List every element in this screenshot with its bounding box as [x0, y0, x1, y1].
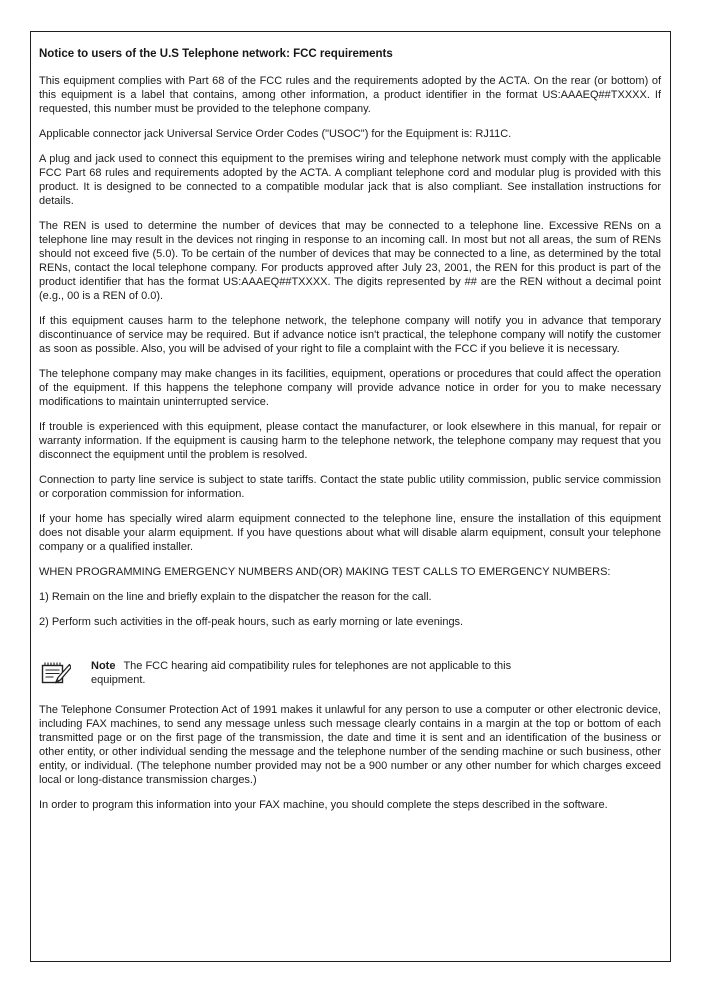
note-icon [41, 660, 71, 686]
paragraph-program-fax: In order to program this information into your FAX machine, you should complete the steps described in the software. [39, 799, 608, 811]
page-title: Notice to users of the U.S Telephone network: FCC requirements [39, 48, 393, 60]
paragraph-plug-jack: A plug and jack used to connect this equipment to the premises wiring and telephone network must comply with the applicable FCC Part 68 rules and requirements adopted by the ACTA. A compliant telephone cord and modular plug is provided with this product. It is designed to be connected to a compatible modular jack that is also compliant. See installation instructions for details. [39, 153, 661, 207]
emergency-step-2: 2) Perform such activities in the off-peak hours, such as early morning or late evenings. [39, 616, 464, 628]
note-label: Note [91, 660, 116, 672]
note-box [39, 659, 661, 687]
paragraph-party-line: Connection to party line service is subject to state tariffs. Contact the state public utility commission, public service commission or corporation commission for information. [39, 474, 661, 500]
paragraph-trouble: If trouble is experienced with this equipment, please contact the manufacturer, or look elsewhere in this manual, for repair or warranty information. If the equipment is causing harm to the telephone network, the telephone company may request that you disconnect the equipment until the problem is resolved. [39, 421, 661, 461]
paragraph-harm-network: If this equipment causes harm to the telephone network, the telephone company will notify you in advance that temporary discontinuance of service may be required. But if advance notice isn't practical, the telephone company will notify the customer as soon as possible. Also, you will be advised of your right to file a complaint with the FCC if you believe it is necessary. [39, 315, 661, 355]
note-body: The FCC hearing aid compatibility rules for telephones are not applicable to this equipment. [91, 660, 512, 686]
paragraph-tcpa: The Telephone Consumer Protection Act of 1991 makes it unlawful for any person to use a computer or other electronic device, including FAX machines, to send any message unless such message clearly contains in a margin at the top or bottom of each transmitted page or on the first page of the transmission, the date and time it is sent and an identification of the business or other entity, or other individual sending the message and the telephone number of the sending machine or such business, other entity, or individual. (The telephone number provided may not be a 900 number or any other number for which charges exceed local or long-distance transmission charges.) [39, 704, 661, 786]
paragraph-part68: This equipment complies with Part 68 of the FCC rules and the requirements adopted by the ACTA. On the rear (or bottom) of this equipment is a label that contains, among other information, a product identifier in the format US:AAAEQ##TXXXX. If requested, this number must be provided to the telephone company. [39, 75, 661, 115]
paragraph-company-changes: The telephone company may make changes in its facilities, equipment, operations or procedures that could affect the operation of the equipment. If this happens the telephone company will provide advance notice in order for you to make necessary modifications to maintain uninterrupted service. [39, 368, 661, 408]
emergency-heading: WHEN PROGRAMMING EMERGENCY NUMBERS AND(OR) MAKING TEST CALLS TO EMERGENCY NUMBERS: [39, 566, 611, 578]
paragraph-usoc: Applicable connector jack Universal Service Order Codes ("USOC") for the Equipment is: RJ11C. [39, 128, 512, 140]
emergency-step-1: 1) Remain on the line and briefly explain to the dispatcher the reason for the call. [39, 591, 432, 603]
note-text [91, 659, 661, 687]
content-frame [30, 31, 671, 962]
paragraph-alarm-equipment: If your home has specially wired alarm equipment connected to the telephone line, ensure the installation of this equipment does not disable your alarm equipment. If you have questions about what will disable alarm equipment, consult your telephone company or a qualified installer. [39, 513, 661, 553]
paragraph-ren: The REN is used to determine the number of devices that may be connected to a telephone line. Excessive RENs on a telephone line may result in the devices not ringing in response to an incoming call. In most but not all areas, the sum of RENs should not exceed five (5.0). To be certain of the number of devices that may be connected to a line, as determined by the total RENs, contact the local telephone company. For products approved after July 23, 2001, the REN for this product is part of the product identifier that has the format US:AAAEQ##TXXXX. The digits represented by ## are the REN without a decimal point (e.g., 00 is a REN of 0.0). [39, 220, 661, 302]
